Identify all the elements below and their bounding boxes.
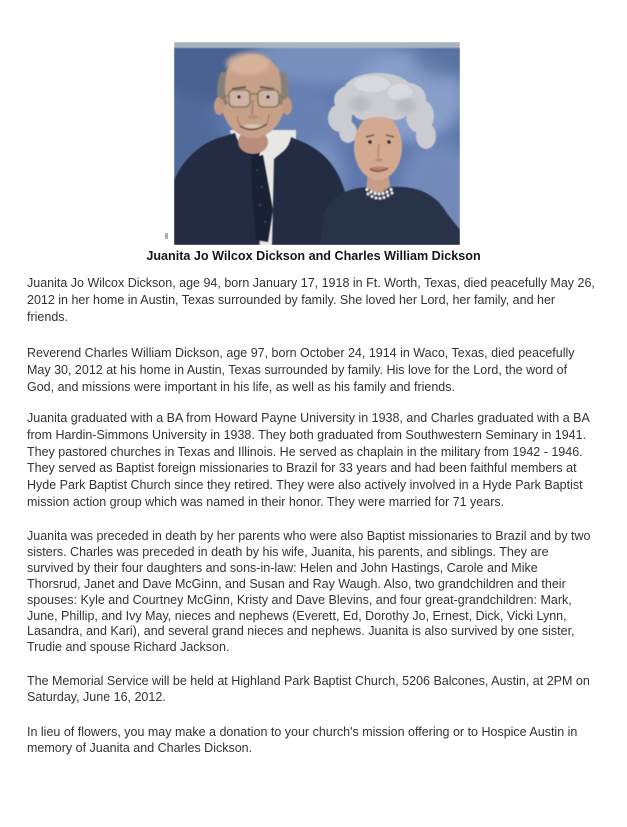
paragraph-family: Juanita was preceded in death by her parents who were also Baptist missionaries to Brazil and by two sisters. Charles was preceded in death by his wife, Juanita, his parents, and siblings. They are survived by their four daughters and sons-in-law: Helen and John Hastings, Carole and Mike Thorsrud, Janet and Dave McGinn, and Susan and Ray Waugh. Also, two grandchildren and their spouses: Kyle and Courtney McGinn, Kristy and Dave Blevins, and four great-grandchildren: Mark, June, Phillip, and Ivy May, nieces and nephews (Everett, Ed, Dorothy Jo, Ernest, Dick, Vicki Lynn, Lasandra, and Kari), and several grand nieces and nephews. Juanita is also survived by one sister, Trudie and spouse Richard Jackson.: [27, 529, 591, 655]
paragraph-donations: In lieu of flowers, you may make a donation to your church's mission offering or to Hospice Austin in memory of Juanita and Charles Dickson.: [27, 725, 578, 755]
paragraph-juanita: Juanita Jo Wilcox Dickson, age 94, born January 17, 1918 in Ft. Worth, Texas, died peacefully May 26, 2012 in her home in Austin, Texas surrounded by family. She loved her Lord, her family, and her friends.: [27, 276, 595, 324]
couple-photo-illustration: [174, 42, 460, 245]
couple-photo: [174, 42, 460, 245]
image-anchor-mark: [165, 233, 168, 239]
paragraph-biography: Juanita graduated with a BA from Howard Payne University in 1938, and Charles graduated with a BA from Hardin-Simmons University in 1938. They both graduated from Southwestern Seminary in 1941. They pastored churches in Texas and Illinois. He served as chaplain in the military from 1942 - 1946. They served as Baptist foreign missionaries to Brazil for 33 years and had been faithful members at Hyde Park Baptist Church since they retired. They were also actively involved in a Hyde Park Baptist mission action group which was named in their honor. They were married for 71 years.: [27, 411, 590, 509]
photo-caption: Juanita Jo Wilcox Dickson and Charles William Dickson: [146, 249, 481, 263]
paragraph-charles: Reverend Charles William Dickson, age 97, born October 24, 1914 in Waco, Texas, died peacefully May 30, 2012 at his home in Austin, Texas surrounded by family. His love for the Lord, the word of God, and missions were important in his life, as well as his family and friends.: [27, 346, 575, 394]
paragraph-memorial-service: The Memorial Service will be held at Highland Park Baptist Church, 5206 Balcones, Austin, at 2PM on Saturday, June 16, 2012.: [27, 674, 590, 704]
